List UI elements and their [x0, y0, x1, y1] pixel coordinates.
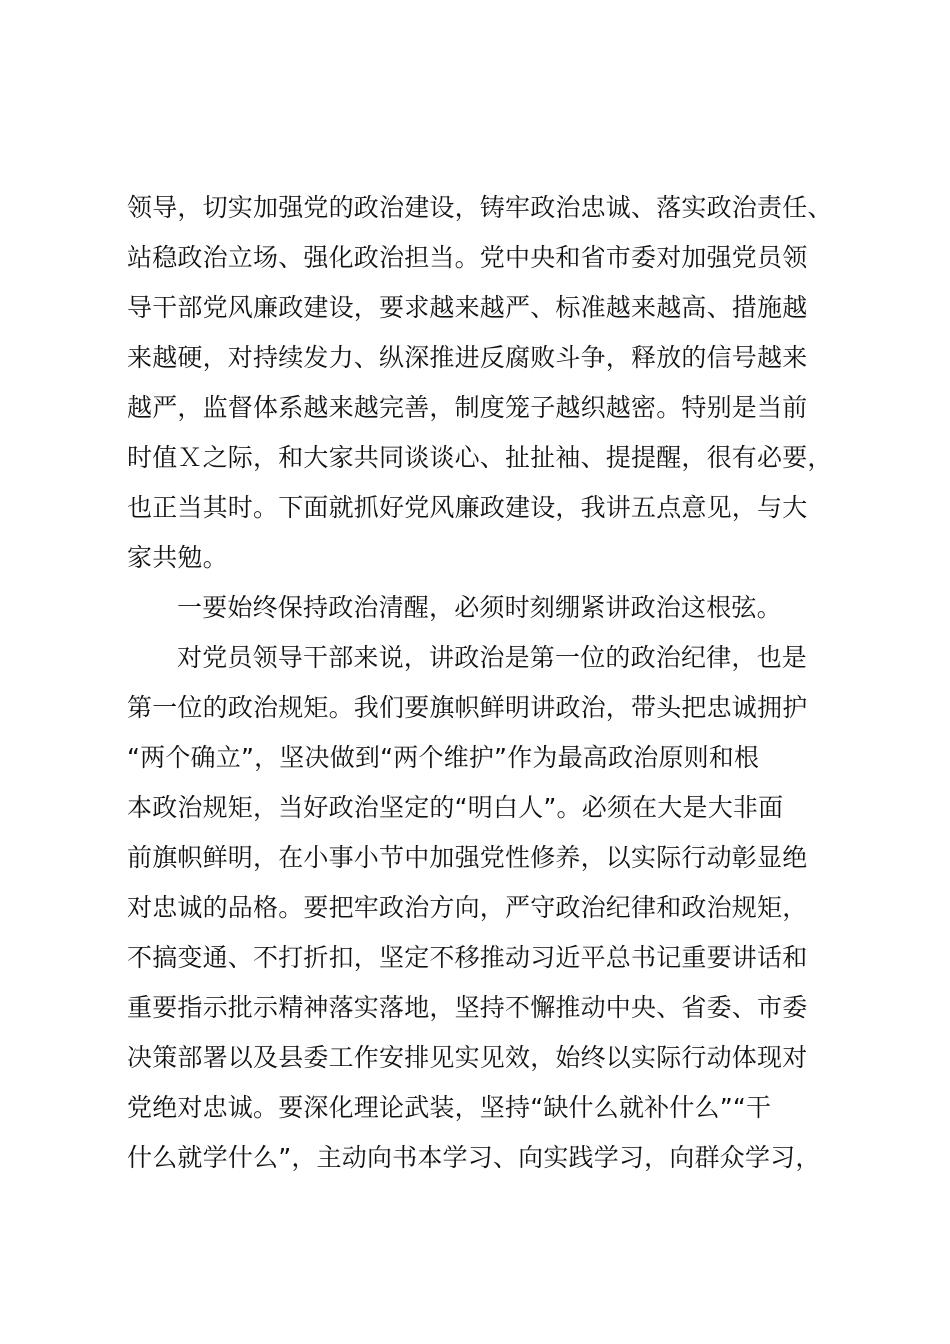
text-line: 来越硬，对持续发力、纵深推进反腐败斗争，释放的信号越来	[127, 343, 808, 372]
text-line: 导干部党风廉政建设，要求越来越严、标准越来越高、措施越	[127, 293, 808, 322]
text-line: “两个确立”，坚决做到“两个维护”作为最高政治原则和根	[127, 743, 760, 772]
text-line: 党绝对忠诚。要深化理论武装，坚持“缺什么就补什么”“干	[127, 1093, 772, 1122]
text-line: 对忠诚的品格。要把牢政治方向，严守政治纪律和政治规矩，	[127, 893, 808, 922]
text-line: 本政治规矩，当好政治坚定的“明白人”。必须在大是大非面	[127, 793, 784, 822]
text-line: 站稳政治立场、强化政治担当。党中央和省市委对加强党员领	[127, 243, 808, 272]
section-heading: 一要始终保持政治清醒，必须时刻绷紧讲政治这根弦。	[177, 593, 782, 622]
text-line: 不搞变通、不打折扣，坚定不移推动习近平总书记重要讲话和	[127, 943, 808, 972]
text-line: 决策部署以及县委工作安排见实见效，始终以实际行动体现对	[127, 1043, 808, 1072]
text-line: 前旗帜鲜明，在小事小节中加强党性修养，以实际行动彰显绝	[127, 843, 808, 872]
text-line: 也正当其时。下面就抓好党风廉政建设，我讲五点意见，与大	[127, 493, 808, 522]
text-line: 家共勉。	[127, 543, 228, 572]
text-line: 对党员领导干部来说，讲政治是第一位的政治纪律，也是	[177, 643, 808, 672]
document-body	[127, 183, 857, 1183]
text-line: 越严，监督体系越来越完善，制度笼子越织越密。特别是当前	[127, 393, 808, 422]
text-line: 时值Ｘ之际，和大家共同谈谈心、扯扯袖、提提醒，很有必要，	[127, 443, 833, 472]
text-line: 第一位的政治规矩。我们要旗帜鲜明讲政治，带头把忠诚拥护	[127, 693, 808, 722]
text-line: 重要指示批示精神落实落地，坚持不懈推动中央、省委、市委	[127, 993, 808, 1022]
text-line: 领导，切实加强党的政治建设，铸牢政治忠诚、落实政治责任、	[127, 193, 833, 222]
text-line: 什么就学什么”，主动向书本学习、向实践学习，向群众学习，	[127, 1143, 821, 1172]
